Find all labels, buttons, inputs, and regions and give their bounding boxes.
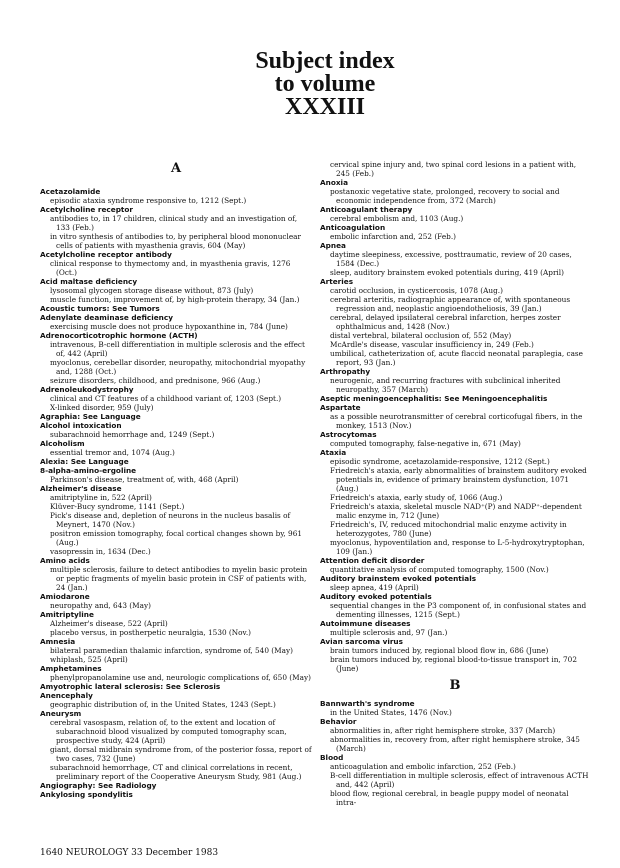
index-heading: Anencephaly xyxy=(40,691,93,700)
index-heading: Acoustic tumors: See Tumors xyxy=(40,304,160,313)
index-heading: Adrenoleukodystrophy xyxy=(40,385,134,394)
index-subentry: X-linked disorder, 959 (July) xyxy=(50,403,154,412)
index-subentry: as a possible neurotransmitter of cerebral corticofugal fibers, in the monkey, 1513 (Nov.) xyxy=(330,412,583,430)
index-subentry: geographic distribution of, in the United States, 1243 (Sept.) xyxy=(50,700,276,709)
index-subentry: daytime sleepiness, excessive, posttraumatic, review of 20 cases, 1584 (Dec.) xyxy=(330,250,572,268)
index-heading: Behavior xyxy=(320,717,357,726)
index-subentry: episodic syndrome, acetazolamide-responsive, 1212 (Sept.) xyxy=(330,457,550,466)
index-subentry: Friedreich's ataxia, skeletal muscle NAD⁺(P) and NADP⁺-dependent malic enzyme in, 712 (June) xyxy=(330,502,582,520)
index-heading: 8-alpha-amino-ergoline xyxy=(40,466,137,475)
page-footer: 1640 NEUROLOGY 33 December 1983 xyxy=(40,848,219,858)
index-heading: Amyotrophic lateral sclerosis: See Sclerosis xyxy=(40,682,221,691)
index-heading: Acetazolamide xyxy=(40,187,101,196)
index-subentry: umbilical, catheterization of, acute flaccid neonatal paraplegia, case report, 93 (Jan.) xyxy=(330,349,584,367)
index-heading: Amitriptyline xyxy=(40,610,94,619)
index-subentry: vasopressin in, 1634 (Dec.) xyxy=(50,547,151,556)
left-entries xyxy=(40,187,312,799)
index-subentry: in vitro synthesis of antibodies to, by peripheral blood mononuclear cells of patients with myasthenia gravis, 604 (May) xyxy=(50,232,302,250)
index-subentry: cerebral arteritis, radiographic appearance of, with spontaneous regression and, neoplastic angioendotheliosis, 39 (Jan.) xyxy=(330,295,571,313)
index-subentry: Parkinson's disease, treatment of, with, 468 (April) xyxy=(50,475,239,484)
index-subentry: McArdle's disease, vascular insufficiency in, 249 (Feb.) xyxy=(330,340,534,349)
index-subentry: intravenous, B-cell differentiation in multiple sclerosis and the effect of, 442 (April) xyxy=(50,340,305,358)
index-heading: Anticoagulant therapy xyxy=(320,205,413,214)
index-heading: Acetylcholine receptor antibody xyxy=(40,250,172,259)
index-subentry: lysosomal glycogen storage disease without, 873 (July) xyxy=(50,286,254,295)
index-heading: Attention deficit disorder xyxy=(320,556,425,565)
index-heading: Alcoholism xyxy=(40,439,85,448)
index-subentry: phenylpropanolamine use and, neurologic complications of, 650 (May) xyxy=(50,673,311,682)
index-subentry: brain tumors induced by, regional blood-to-tissue transport in, 702 (June) xyxy=(330,655,577,673)
index-subentry: exercising muscle does not produce hypoxanthine in, 784 (June) xyxy=(50,322,288,331)
index-heading: Amino acids xyxy=(40,556,90,565)
index-heading: Astrocytomas xyxy=(320,430,377,439)
index-subentry: carotid occlusion, in cysticercosis, 1078 (Aug.) xyxy=(330,286,503,295)
index-heading: Bannwarth's syndrome xyxy=(320,699,415,708)
index-subentry: cervical spine injury and, two spinal cord lesions in a patient with, 245 (Feb.) xyxy=(330,160,577,178)
index-subentry: cerebral embolism and, 1103 (Aug.) xyxy=(330,214,464,223)
title-line-1: Subject index xyxy=(255,48,395,74)
right-entries-after xyxy=(320,699,590,807)
index-heading: Acetylcholine receptor xyxy=(40,205,134,214)
section-letter-a: A xyxy=(170,161,182,176)
index-heading: Anticoagulation xyxy=(320,223,386,232)
index-subentry: muscle function, improvement of, by high-protein therapy, 34 (Jan.) xyxy=(50,295,300,304)
index-heading: Adrenocorticotrophic hormone (ACTH) xyxy=(40,331,198,340)
index-subentry: sequential changes in the P3 component of, in confusional states and dementing illnesses, 1215 (Sept.) xyxy=(330,601,587,619)
index-subentry: seizure disorders, childhood, and prednisone, 966 (Aug.) xyxy=(50,376,261,385)
index-subentry: Pick's disease and, depletion of neurons in the nucleus basalis of Meynert, 1470 (Nov.) xyxy=(50,511,291,529)
left-column xyxy=(40,162,312,799)
index-heading: Angiography: See Radiology xyxy=(40,781,157,790)
index-heading: Autoimmune diseases xyxy=(320,619,411,628)
index-title xyxy=(200,50,450,119)
index-subentry: placebo versus, in postherpetic neuralgia, 1530 (Nov.) xyxy=(50,628,251,637)
index-subentry: neurogenic, and recurring fractures with subclinical inherited neuropathy, 357 (March) xyxy=(330,376,561,394)
index-subentry: anticoagulation and embolic infarction, 252 (Feb.) xyxy=(330,762,516,771)
index-subentry: computed tomography, false-negative in, 671 (May) xyxy=(330,439,521,448)
index-subentry: giant, dorsal midbrain syndrome from, of the posterior fossa, report of two cases, 732 (June) xyxy=(50,745,312,763)
index-heading: Apnea xyxy=(320,241,346,250)
index-heading: Auditory brainstem evoked potentials xyxy=(320,574,477,583)
index-subentry: blood flow, regional cerebral, in beagle puppy model of neonatal intra- xyxy=(330,789,569,807)
index-heading: Amphetamines xyxy=(40,664,102,673)
index-subentry: multiple sclerosis, failure to detect antibodies to myelin basic protein or peptic fragments of myelin basic protein in CSF of patients with, 24 (Jan.) xyxy=(50,565,308,592)
index-subentry: antibodies to, in 17 children, clinical study and an investigation of, 133 (Feb.) xyxy=(50,214,298,232)
index-heading: Aspartate xyxy=(320,403,361,412)
index-subentry: abnormalities in, after right hemisphere stroke, 337 (March) xyxy=(330,726,556,735)
title-line-3: XXXIII xyxy=(284,94,365,120)
index-subentry: essential tremor and, 1074 (Aug.) xyxy=(50,448,175,457)
index-heading: Agraphia: See Language xyxy=(40,412,141,421)
section-letter-b: B xyxy=(449,678,461,693)
index-subentry: subarachnoid hemorrhage and, 1249 (Sept.) xyxy=(50,430,215,439)
index-heading: Alexia: See Language xyxy=(40,457,129,466)
index-subentry: abnormalities in, recovery from, after right hemisphere stroke, 345 (March) xyxy=(330,735,580,753)
index-subentry: postanoxic vegetative state, prolonged, recovery to social and economic independence from, 372 (March) xyxy=(330,187,560,205)
index-subentry: clinical response to thymectomy and, in myasthenia gravis, 1276 (Oct.) xyxy=(50,259,291,277)
index-subentry: Friedreich's, IV, reduced mitochondrial malic enzyme activity in heterozygotes, 780 (June) xyxy=(330,520,567,538)
index-subentry: brain tumors induced by, regional blood flow in, 686 (June) xyxy=(330,646,549,655)
index-subentry: bilateral paramedian thalamic infarction, syndrome of, 540 (May) xyxy=(50,646,293,655)
index-heading: Amiodarone xyxy=(40,592,90,601)
index-subentry: positron emission tomography, focal cortical changes shown by, 961 (Aug.) xyxy=(50,529,302,547)
index-subentry: in the United States, 1476 (Nov.) xyxy=(330,708,452,717)
index-subentry: B-cell differentiation in multiple sclerosis, effect of intravenous ACTH and, 442 (April) xyxy=(330,771,589,789)
index-heading: Amnesia xyxy=(40,637,76,646)
index-heading: Alcohol intoxication xyxy=(40,421,122,430)
index-heading: Blood xyxy=(320,753,344,762)
index-subentry: episodic ataxia syndrome responsive to, 1212 (Sept.) xyxy=(50,196,247,205)
title-line-2: to volume xyxy=(274,71,376,97)
index-subentry: Alzheimer's disease, 522 (April) xyxy=(50,619,168,628)
index-heading: Anoxia xyxy=(320,178,348,187)
index-subentry: neuropathy and, 643 (May) xyxy=(50,601,151,610)
index-heading: Acid maltase deficiency xyxy=(40,277,138,286)
index-subentry: clinical and CT features of a childhood variant of, 1203 (Sept.) xyxy=(50,394,282,403)
index-subentry: multiple sclerosis and, 97 (Jan.) xyxy=(330,628,448,637)
index-subentry: myoclonus, cerebellar disorder, neuropathy, mitochondrial myopathy and, 1288 (Oct.) xyxy=(50,358,306,376)
index-subentry: distal vertebral, bilateral occlusion of, 552 (May) xyxy=(330,331,512,340)
index-heading: Avian sarcoma virus xyxy=(320,637,403,646)
index-heading: Arthropathy xyxy=(320,367,371,376)
index-subentry: sleep apnea, 419 (April) xyxy=(330,583,419,592)
right-entries-before xyxy=(320,160,590,673)
index-heading: Aneurysm xyxy=(40,709,82,718)
index-heading: Ankylosing spondylitis xyxy=(40,790,133,799)
index-heading: Auditory evoked potentials xyxy=(320,592,432,601)
index-subentry: Klüver-Bucy syndrome, 1141 (Sept.) xyxy=(50,502,185,511)
index-subentry: amitriptyline in, 522 (April) xyxy=(50,493,152,502)
index-subentry: subarachnoid hemorrhage, CT and clinical correlations in recent, preliminary report of the Cooperative Aneurysm Study, 981 (Aug.) xyxy=(50,763,302,781)
index-subentry: cerebral, delayed ipsilateral cerebral infarction, herpes zoster ophthalmicus and, 1428 (Nov.) xyxy=(330,313,561,331)
index-subentry: cerebral vasospasm, relation of, to the extent and location of subarachnoid blood visualized by computed tomography scan, prospective study, 424 (April) xyxy=(50,718,287,745)
index-subentry: Friedreich's ataxia, early study of, 1066 (Aug.) xyxy=(330,493,503,502)
index-subentry: sleep, auditory brainstem evoked potentials during, 419 (April) xyxy=(330,268,564,277)
index-subentry: quantitative analysis of computed tomography, 1500 (Nov.) xyxy=(330,565,549,574)
index-heading: Aseptic meningoencephalitis: See Meningoencephalitis xyxy=(320,394,548,403)
index-heading: Arteries xyxy=(320,277,354,286)
index-subentry: whiplash, 525 (April) xyxy=(50,655,128,664)
index-heading: Ataxia xyxy=(320,448,347,457)
index-heading: Adenylate deaminase deficiency xyxy=(40,313,173,322)
right-column xyxy=(320,160,590,807)
index-subentry: embolic infarction and, 252 (Feb.) xyxy=(330,232,456,241)
index-subentry: Friedreich's ataxia, early abnormalities of brainstem auditory evoked potentials in, evidence of primary brainstem dysfunction, 1071 (Aug.) xyxy=(330,466,587,493)
index-heading: Alzheimer's disease xyxy=(40,484,122,493)
index-subentry: myoclonus, hypoventilation and, response to L-5-hydroxytryptophan, 109 (Jan.) xyxy=(330,538,585,556)
